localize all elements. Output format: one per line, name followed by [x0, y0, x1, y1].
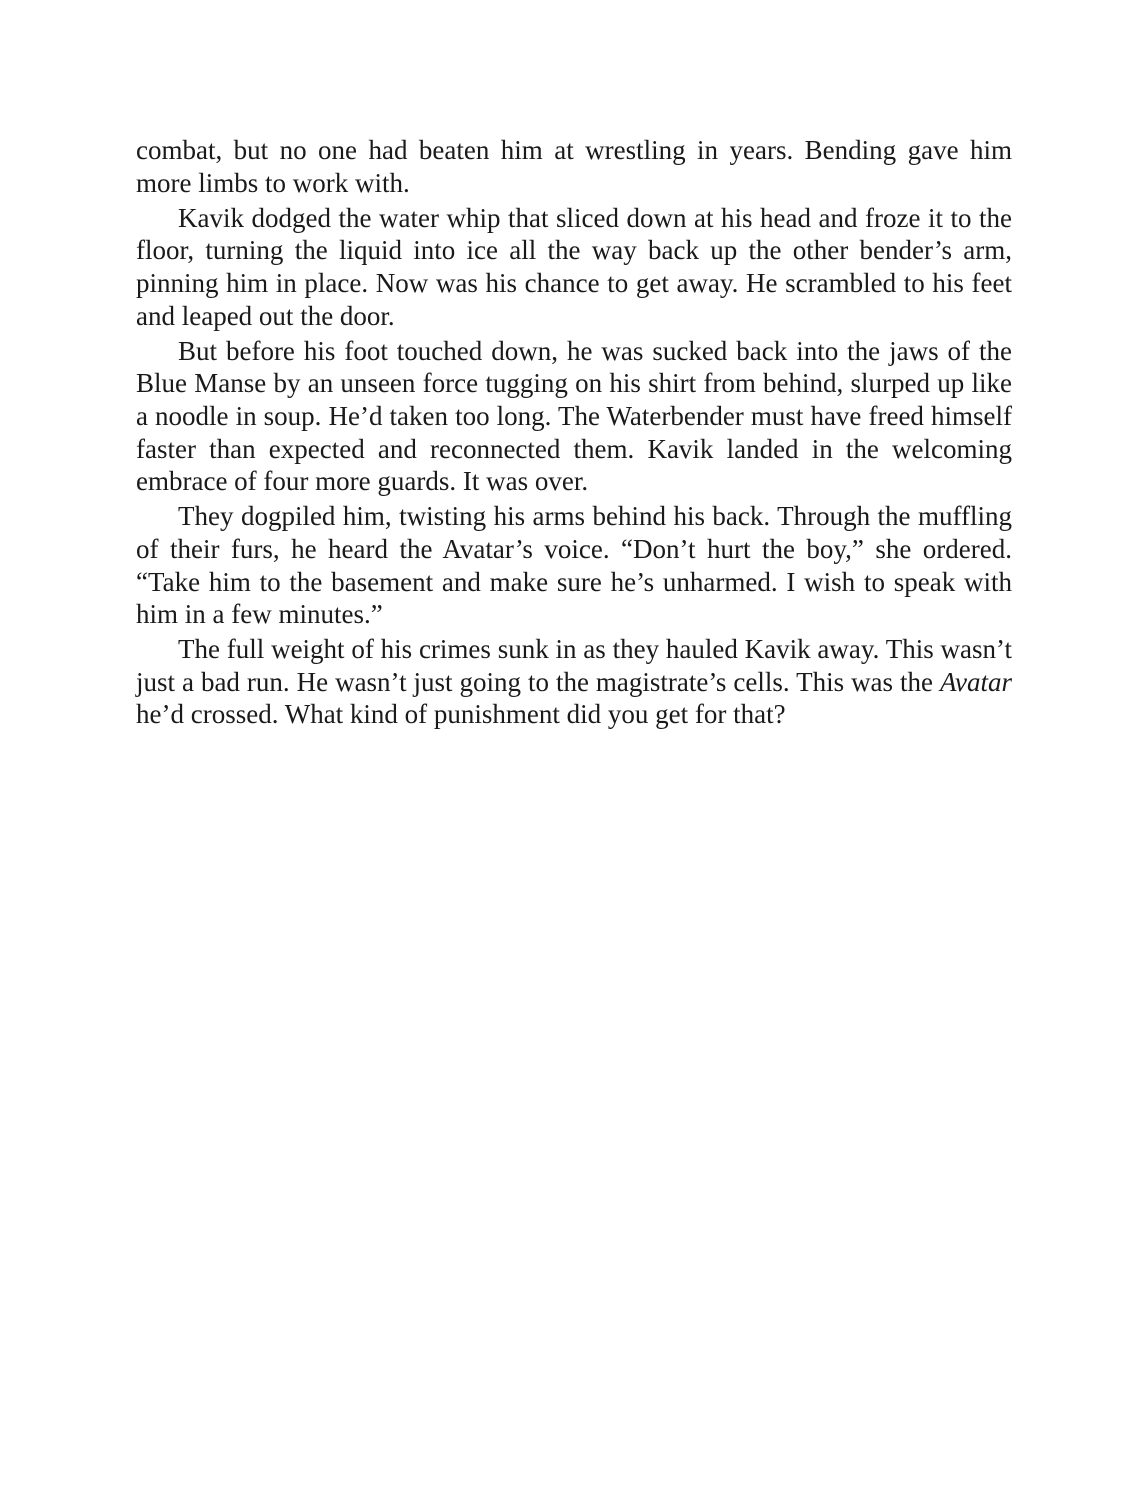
- paragraph-3: But before his foot touched down, he was sucked back into the jaws of the Blue Manse by an unseen force tugging on his shirt from behind, slurped up like a noodle in soup. He’d taken too long. The Waterbender must have freed himself faster than expected and reconnected them. Kavik landed in the welcoming embrace of four more guards. It was over.: [136, 335, 1012, 497]
- paragraph-5: [136, 633, 1012, 731]
- paragraph-1: combat, but no one had beaten him at wrestling in years. Bending gave him more limbs to work with.: [136, 135, 1012, 198]
- paragraph-2: Kavik dodged the water whip that sliced down at his head and froze it to the floor, turning the liquid into ice all the way back up the other bender’s arm, pinning him in place. Now was his chance to get away. He scrambled to his feet and leaped out the door.: [136, 202, 1012, 331]
- page-body: [136, 134, 1012, 734]
- paragraph-5-text-after: he’d crossed. What kind of punishment did you get for that?: [136, 699, 786, 730]
- paragraph-4: They dogpiled him, twisting his arms behind his back. Through the muffling of their furs, he heard the Avatar’s voice. “Don’t hurt the boy,” she ordered. “Take him to the basement and make sure he’s unharmed. I wish to speak with him in a few minutes.”: [136, 501, 1012, 630]
- paragraph-5-emphasis: Avatar: [940, 666, 1012, 697]
- paragraph-5-text-before: The full weight of his crimes sunk in as they hauled Kavik away. This wasn’t just a bad run. He wasn’t just going to the magistrate’s cells. This was the: [136, 634, 1012, 697]
